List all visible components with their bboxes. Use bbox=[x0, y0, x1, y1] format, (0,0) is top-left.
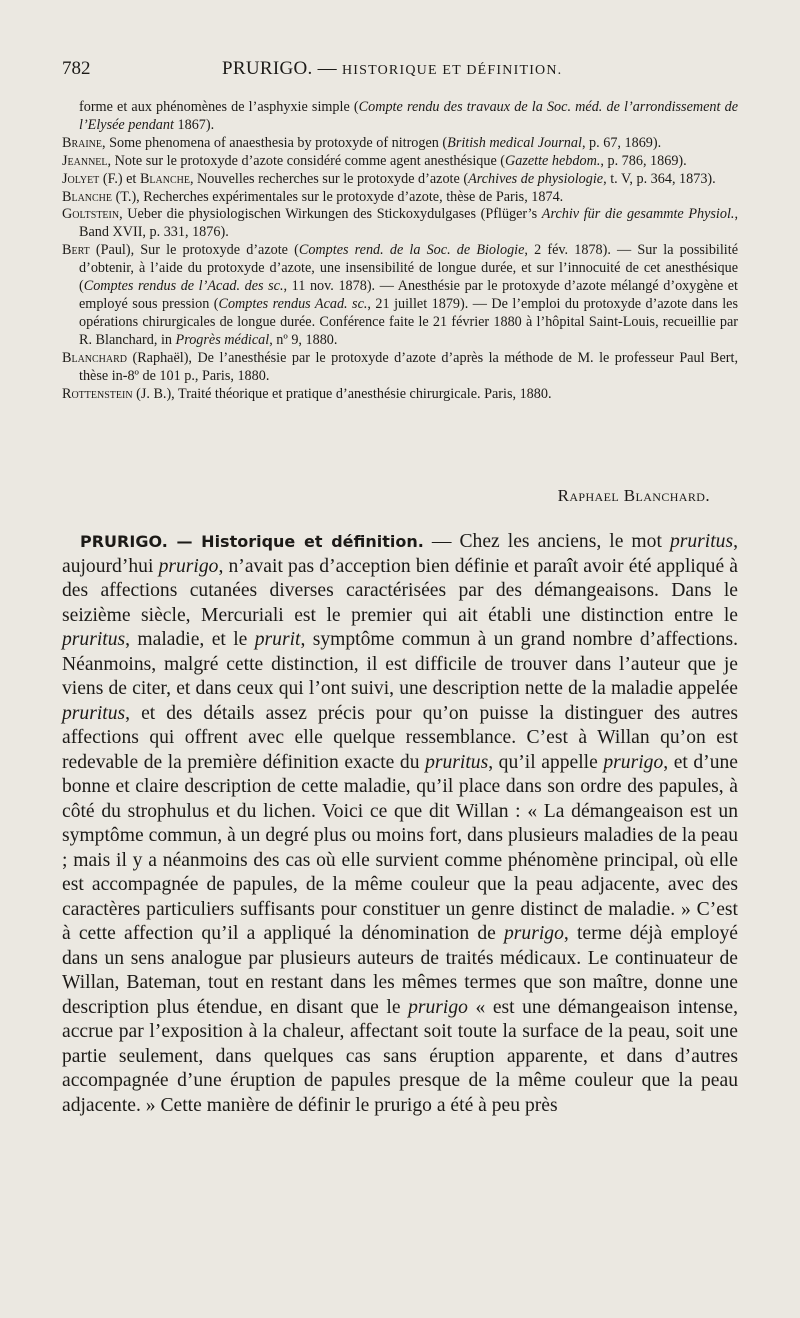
page-number: 782 bbox=[62, 58, 91, 79]
italic-text: Archiv für die gesammte Physiol. bbox=[541, 206, 735, 223]
text-run: (Paul), Sur le protoxyde d’azote ( bbox=[89, 242, 299, 259]
bibliography-entry bbox=[62, 386, 738, 404]
text-run: (T.), Recherches expérimentales sur le protoxyde d’azote, thèse de Paris, 1874. bbox=[112, 188, 564, 205]
text-run: , p. 67, 1869). bbox=[581, 134, 662, 151]
text-run: , t. V, p. 364, 1873). bbox=[603, 170, 716, 187]
text-run: forme et aux phénomènes de l’asphyxie simple ( bbox=[79, 99, 359, 115]
bibliography-entry bbox=[62, 99, 738, 135]
text-run: (J. B.), Traité théorique et pratique d’anesthésie chirurgicale. Paris, 1880. bbox=[132, 385, 552, 402]
running-title: PRURIGO. — HISTORIQUE ET DÉFINITION. bbox=[222, 58, 563, 79]
author-name: Braine bbox=[62, 134, 103, 151]
text-run: , symptôme commun à un grand nombre d’affections. Néanmoins, malgré cette distinction, il est difficile de trouver dans l’auteur que je viens de citer, et dans ceux qui l’ont suivi, une description nette de la maladie appelée bbox=[62, 629, 738, 699]
author-name: Blanche bbox=[139, 170, 190, 187]
italic-text: Comptes rendus de l’Acad. des sc. bbox=[83, 278, 284, 295]
author-name: Rottenstein bbox=[62, 385, 133, 402]
italic-text: Comptes rendus Acad. sc. bbox=[218, 295, 368, 312]
text-run: (F.) et bbox=[99, 170, 140, 187]
text-run: 1867). bbox=[173, 116, 215, 133]
bibliography-entry bbox=[62, 135, 738, 153]
text-run: , p. 786, 1869). bbox=[600, 152, 687, 169]
italic-text: Gazette hebdom. bbox=[505, 152, 601, 169]
article-paragraph bbox=[62, 530, 738, 1118]
author-name: Blanche bbox=[62, 188, 113, 205]
italic-text: Archives de physiologie bbox=[468, 170, 604, 187]
text-run: , et des détails assez précis pour qu’on puisse la distinguer des autres affections qui offrent avec elle quelque ressemblance. C’est à Willan qu’on est redevable de la première définition exacte du bbox=[62, 702, 738, 773]
author-name: Blanchard bbox=[62, 349, 128, 366]
text-run: , qu’il appelle bbox=[488, 751, 604, 773]
italic-text: pruritus bbox=[425, 751, 489, 773]
text-run: , aujourd’hui bbox=[62, 531, 738, 577]
italic-text: Progrès médical bbox=[175, 331, 270, 348]
text-run: (Raphaël), De l’anesthésie par le protoxyde d’azote d’après la méthode de M. le professeur Paul Bert, thèse in-8º de 101 p., Paris, 1880. bbox=[79, 349, 738, 384]
text-run: — Chez les anciens, le mot bbox=[423, 531, 670, 552]
text-run: , 21 juillet 1879). — De l’emploi du protoxyde d’azote dans les opérations chirurgicales de longue durée. Conférence faite le 21 février 1880 à l’hôpital Saint-Louis, recueillie par R. Blanchard, in bbox=[79, 295, 738, 348]
running-section: HISTORIQUE ET DÉFINITION. bbox=[341, 63, 563, 78]
text-run: , Note sur le protoxyde d’azote considéré comme agent anesthésique ( bbox=[107, 152, 506, 169]
text-run: , 2 fév. 1878). — Sur la possibilité d’obtenir, à l’aide du protoxyde d’azote, une insensibilité de longue durée, et sur l’innocuité de cet anesthésique ( bbox=[79, 242, 738, 295]
bibliography-entry bbox=[62, 189, 738, 207]
text-run: , Ueber die physiologischen Wirkungen des Stickoxydulgases (Pflüger’s bbox=[119, 206, 542, 223]
author-name: Goltstein bbox=[62, 206, 120, 223]
italic-text: British medical Journal bbox=[447, 134, 582, 151]
italic-text: Comptes rend. de la Soc. de Biologie bbox=[298, 242, 525, 259]
text-run: , et d’une bonne et claire description de cette maladie, qu’il place dans son ordre des papules, à côté du strophulus et du lichen. Voici ce que dit Willan : « La démangeaison est un symptôme commun, à un degré plus ou moins fort, dans plusieurs maladies de la peau ; mais il y a néanmoins des cas où elle survient comme phénomène principal, où elle est accompagnée de papules, de la même couleur que la peau adjacente, avec des caractères particuliers suffisants pour constituer un genre distinct de maladie. » C’est à cette affection qu’il a appliqué la dénomination de bbox=[62, 751, 739, 944]
text-run: , n’avait pas d’acception bien définie et paraît avoir été appliqué à des affections cutanées diverses caractérisées par des démangeaisons. Dans le seizième siècle, Mercuriali est le premier qui ait établi une distinction entre le bbox=[62, 555, 738, 626]
italic-text: pruritus bbox=[62, 629, 126, 650]
bibliography-entry bbox=[62, 350, 738, 386]
italic-text: prurigo bbox=[603, 751, 664, 773]
italic-text: pruritus bbox=[62, 702, 126, 724]
author-name: Jeannel bbox=[62, 152, 108, 169]
author-name: Bert bbox=[62, 242, 90, 259]
text-run: , Nouvelles recherches sur le protoxyde d’azote ( bbox=[189, 170, 469, 187]
text-run: , terme déjà employé dans un sens analogue par plusieurs auteurs de traités médicaux. Le continuateur de Willan, Bateman, tout en restant dans les mêmes termes que son maître, donne une description plus étendue, en disant que le bbox=[62, 923, 738, 1018]
bibliography-entry bbox=[62, 171, 738, 189]
text-run: , Some phenomena of anaesthesia by protoxyde of nitrogen ( bbox=[102, 134, 448, 151]
bibliography bbox=[62, 99, 738, 403]
author-signature: Raphael Blanchard. bbox=[557, 486, 710, 505]
article-body bbox=[62, 530, 738, 1118]
running-header bbox=[62, 58, 738, 88]
italic-text: prurigo bbox=[408, 996, 468, 1018]
text-run: « est une démangeaison intense, accrue par l’exposition à la chaleur, affectant soit toute la surface de la peau, soit une partie seulement, dans quelques cas sans éruption apparente, et dans d’autres accompagnée d’une éruption de papules presque de la même couleur que la peau adjacente. » Cette manière de définir le prurigo a été à peu près bbox=[62, 996, 738, 1116]
bibliography-entry bbox=[62, 153, 738, 171]
text-run: , Band XVII, p. 331, 1876). bbox=[79, 206, 738, 241]
italic-text: pruritus bbox=[669, 531, 734, 552]
italic-text: Compte rendu des travaux de la Soc. méd. de l’arrondissement de l’Elysée pendant bbox=[79, 99, 738, 133]
bibliography-entry bbox=[62, 206, 738, 242]
bibliography-entry bbox=[62, 242, 738, 349]
italic-text: prurigo bbox=[158, 555, 219, 577]
author-name: Jolyet bbox=[62, 170, 100, 187]
text-run: , maladie, et le bbox=[125, 629, 255, 650]
text-run: , nº 9, 1880. bbox=[269, 331, 338, 348]
article-title: PRURIGO. — Historique et définition. bbox=[80, 532, 424, 551]
italic-text: prurigo bbox=[503, 923, 564, 944]
italic-text: prurit bbox=[254, 629, 301, 650]
text-run: , 11 nov. 1878). — Anesthésie par le protoxyde d’azote mélangé d’oxygène et employé sous pression ( bbox=[79, 278, 738, 312]
